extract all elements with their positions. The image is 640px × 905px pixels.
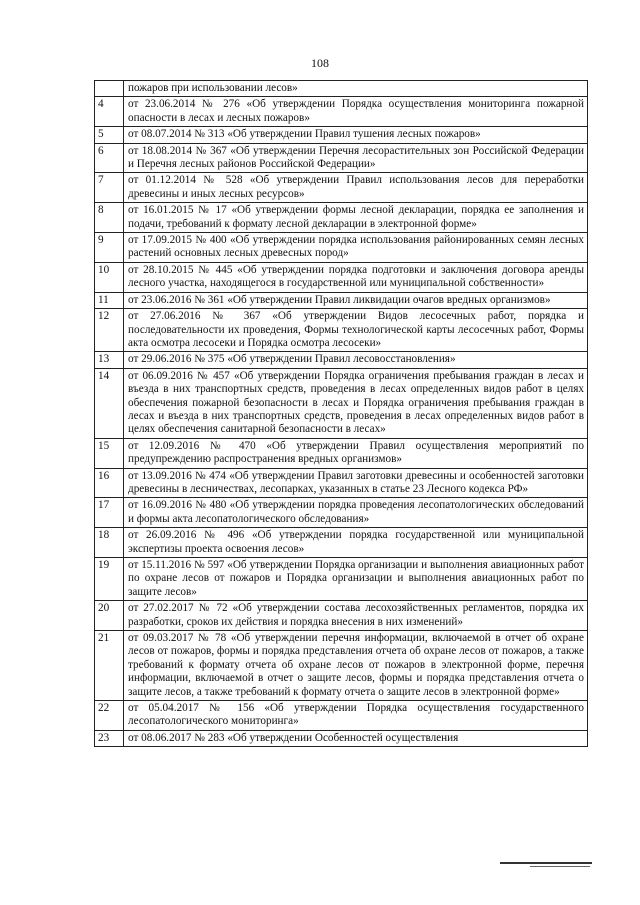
row-number: 5 — [95, 127, 124, 143]
row-text: от 27.02.2017 № 72 «Об утверждении состава лесохозяйственных регламентов, порядка их разработки, сроков их действия и порядка внесения в них изменений» — [124, 601, 588, 631]
table-row — [95, 631, 588, 701]
row-text: от 06.09.2016 № 457 «Об утверждении Порядка ограничения пребывания граждан в лесах и въезда в них транспортных средств, проведения в лесах определенных видов работ в целях обеспечения пожарной безопасности в лесах и Порядка ограничения пребывания граждан в лесах и въезда в них транспортных средств, проведения в лесах определенных видов работ в целях обеспечения санитарной безопасности в лесах» — [124, 368, 588, 438]
table-row — [95, 309, 588, 352]
row-text: от 23.06.2016 № 361 «Об утверждении Правил ликвидации очагов вредных организмов» — [124, 292, 588, 308]
table-row — [95, 528, 588, 558]
row-number: 8 — [95, 203, 124, 233]
row-text: от 18.08.2014 № 367 «Об утверждении Перечня лесорастительных зон Российской Федерации и Перечня лесных районов Российской Федерации» — [124, 143, 588, 173]
row-number: 11 — [95, 292, 124, 308]
row-number: 16 — [95, 468, 124, 498]
row-number: 14 — [95, 368, 124, 438]
row-number — [95, 81, 124, 97]
table-row — [95, 730, 588, 746]
table-row — [95, 292, 588, 308]
row-number: 22 — [95, 701, 124, 731]
row-text: от 08.07.2014 № 313 «Об утверждении Правил тушения лесных пожаров» — [124, 127, 588, 143]
row-text: от 15.11.2016 № 597 «Об утверждении Порядка организации и выполнения авиационных работ по охране лесов от пожаров и Порядка организации и выполнения авиационных работ по защите лесов» — [124, 558, 588, 601]
table-row — [95, 173, 588, 203]
table-row — [95, 143, 588, 173]
row-text: от 27.06.2016 № 367 «Об утверждении Видов лесосечных работ, порядка и последовательности их проведения, Формы технологической карты лесосечных работ, Формы акта осмотра лесосеки и Порядка осмотра лесосеки» — [124, 309, 588, 352]
row-number: 17 — [95, 498, 124, 528]
table-row — [95, 368, 588, 438]
footer-rule — [500, 862, 592, 864]
footer-rule-short — [530, 866, 590, 867]
table-row — [95, 262, 588, 292]
row-number: 23 — [95, 730, 124, 746]
row-text: от 01.12.2014 № 528 «Об утверждении Правил использования лесов для переработки древесины и иных лесных ресурсов» — [124, 173, 588, 203]
row-text: от 29.06.2016 № 375 «Об утверждении Правил лесовосстановления» — [124, 352, 588, 368]
row-text: от 26.09.2016 № 496 «Об утверждении порядка государственной или муниципальной экспертизы проекта освоения лесов» — [124, 528, 588, 558]
table-row — [95, 438, 588, 468]
table-row — [95, 127, 588, 143]
row-text: от 28.10.2015 № 445 «Об утверждении порядка подготовки и заключения договора аренды лесного участка, находящегося в государственной или муниципальной собственности» — [124, 262, 588, 292]
row-number: 10 — [95, 262, 124, 292]
table-row — [95, 203, 588, 233]
page-number: 108 — [311, 56, 329, 70]
row-text: пожаров при использовании лесов» — [124, 81, 588, 97]
row-number: 9 — [95, 233, 124, 263]
row-text: от 12.09.2016 № 470 «Об утверждении Правил осуществления мероприятий по предупреждению распространения вредных организмов» — [124, 438, 588, 468]
table-row — [95, 558, 588, 601]
table-row — [95, 233, 588, 263]
row-text: от 16.09.2016 № 480 «Об утверждении порядка проведения лесопатологических обследований и формы акта лесопатологического обследования» — [124, 498, 588, 528]
row-number: 21 — [95, 631, 124, 701]
table-row — [95, 468, 588, 498]
acts-table-body — [95, 81, 588, 747]
row-number: 7 — [95, 173, 124, 203]
table-row — [95, 601, 588, 631]
table-row — [95, 701, 588, 731]
row-text: от 17.09.2015 № 400 «Об утверждении порядка использования районированных семян лесных растений основных лесных древесных пород» — [124, 233, 588, 263]
row-number: 19 — [95, 558, 124, 601]
table-row — [95, 81, 588, 97]
row-number: 18 — [95, 528, 124, 558]
row-number: 13 — [95, 352, 124, 368]
acts-table — [94, 80, 588, 747]
row-text: от 23.06.2014 № 276 «Об утверждении Порядка осуществления мониторинга пожарной опасности в лесах и лесных пожаров» — [124, 97, 588, 127]
row-text: от 05.04.2017 № 156 «Об утверждении Порядка осуществления государственного лесопатологического мониторинга» — [124, 701, 588, 731]
row-number: 4 — [95, 97, 124, 127]
row-text: от 16.01.2015 № 17 «Об утверждении формы лесной декларации, порядка ее заполнения и подачи, требований к формату лесной декларации в электронной форме» — [124, 203, 588, 233]
row-number: 6 — [95, 143, 124, 173]
row-number: 20 — [95, 601, 124, 631]
table-row — [95, 352, 588, 368]
row-number: 15 — [95, 438, 124, 468]
table-row — [95, 498, 588, 528]
row-text: от 09.03.2017 № 78 «Об утверждении перечня информации, включаемой в отчет об охране лесов от пожаров, формы и порядка представления отчета об охране лесов от пожаров, а также требований к формату отчета об охране лесов от пожаров в электронной форме, перечня информации, включаемой в отчет о защите лесов, формы и порядка представления отчета о защите лесов, а также требований к формату отчета о защите лесов в электронной форме» — [124, 631, 588, 701]
row-number: 12 — [95, 309, 124, 352]
row-text: от 13.09.2016 № 474 «Об утверждении Правил заготовки древесины и особенностей заготовки древесины в лесничествах, лесопарках, указанных в статье 23 Лесного кодекса РФ» — [124, 468, 588, 498]
row-text: от 08.06.2017 № 283 «Об утверждении Особенностей осуществления — [124, 730, 588, 746]
table-row — [95, 97, 588, 127]
